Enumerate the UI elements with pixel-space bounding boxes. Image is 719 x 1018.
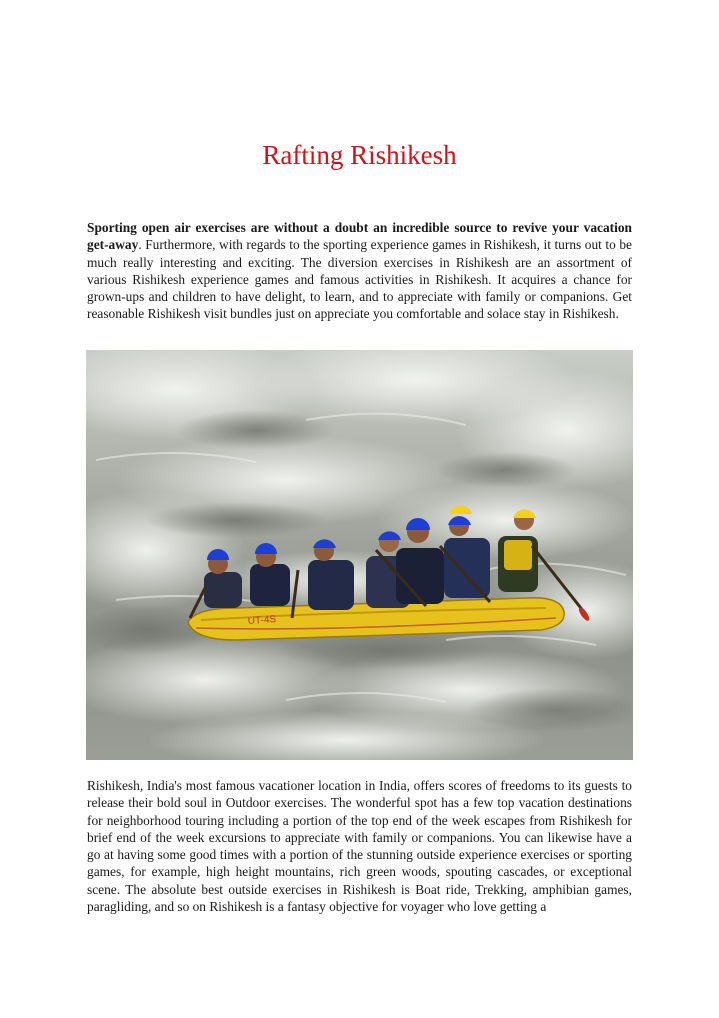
rafting-photo: [86, 350, 633, 760]
intro-paragraph: [87, 219, 632, 323]
page-title: Rafting Rishikesh: [262, 140, 457, 170]
intro-bold-lead: Sporting open air exercises are without a doubt an incredible source to revive your vacation get-away: [87, 220, 632, 253]
raft-label: UT-4S: [247, 614, 277, 627]
body-paragraph: Rishikesh, India's most famous vacationer location in India, offers scores of freedoms to its guests to release their bold soul in Outdoor exercises. The wonderful spot has a few top vacation destinations for neighborhood touring including a portion of the top end of the week escapes from Rishikesh for brief end of the week excursions to appreciate with family or companions. You can likewise have a go at having some good times with a portion of the stunning outside experience exercises or sporting games, for example, high height mountains, rich green woods, spouting cascades, or exceptional scene. The absolute best outside exercises in Rishikesh is Boat ride, Trekking, amphibian games, paragliding, and so on Rishikesh is a fantasy objective for voyager who love getting a: [87, 778, 632, 915]
intro-body: . Furthermore, with regards to the sporting experience games in Rishikesh, it turns out to be much really interesting and exciting. The diversion exercises in Rishikesh are an assortment of various Rishikesh experience games and famous activities in Rishikesh. It acquires a chance for grown-ups and children to have delight, to learn, and to appreciate with family or companions. Get reasonable Rishikesh visit bundles just on appreciate you comfortable and solace stay in Rishikesh.: [87, 237, 632, 322]
